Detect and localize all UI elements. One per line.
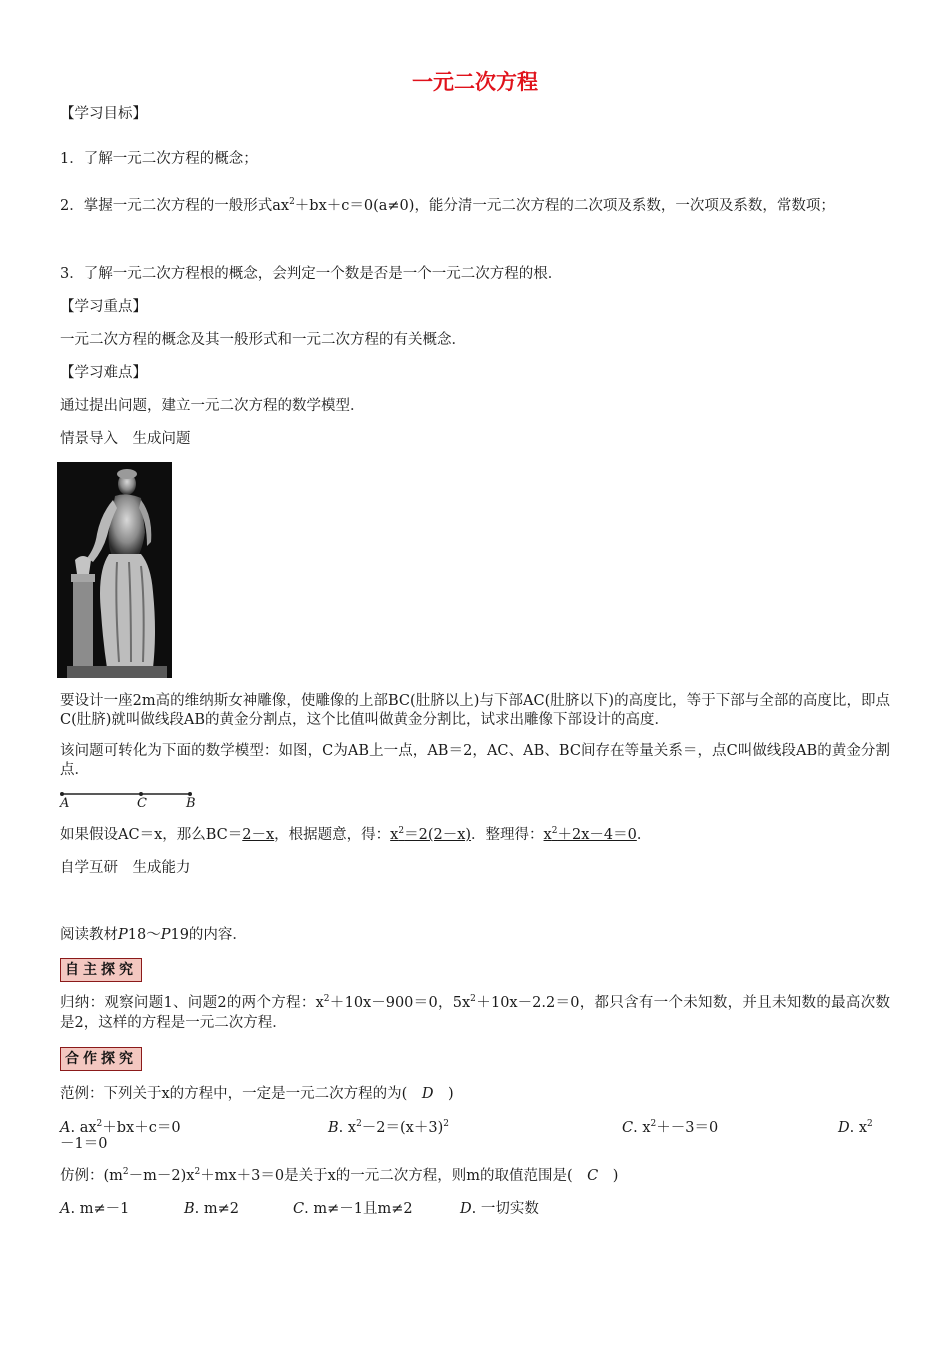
example-option-a: A. $ax^2+bx+c=0$ xyxy=(60,1119,181,1136)
assume-prefix: 如果假设AC＝x，那么BC＝ xyxy=(60,827,243,843)
example-option-b: B. $x^2-2=(x+3)^2$ xyxy=(328,1119,449,1136)
badge-cooperate-explore: 合作探究 xyxy=(60,1047,142,1071)
intro-model: 该问题可转化为下面的数学模型：如图，C为AB上一点，AB＝2，AC、AB、BC间存在等量关系＝，点C叫做线段AB的黄金分割点． xyxy=(60,743,890,778)
objectives-header: 【学习目标】 xyxy=(60,106,147,122)
objective-3: 3．了解一元二次方程根的概念，会判定一个数是否是一个一元二次方程的根． xyxy=(60,266,563,282)
objective-2-text: 2．掌握一元二次方程的一般形式 xyxy=(60,198,273,214)
imitation-option-a: A. m≠－1 xyxy=(60,1201,130,1217)
assume-mid: ，根据题意，得： xyxy=(274,827,391,843)
imitation-option-d: D. 一切实数 xyxy=(460,1201,539,1217)
objective-2-formula: $ax^2+bx+c=0(a\ne 0)$ xyxy=(272,197,415,214)
objective-1: 1．了解一元二次方程的概念； xyxy=(60,151,258,167)
focus-header: 【学习重点】 xyxy=(60,299,147,315)
example-option-c: C. $x^2+-3=0$ xyxy=(622,1119,719,1136)
label-b: B xyxy=(186,796,196,811)
objective-2-rest: ，能分清一元二次方程的二次项及系数，一次项及系数，常数项； xyxy=(414,198,835,214)
objective-2 xyxy=(60,193,890,219)
assume-equation: $x^2=2(2-x)$ xyxy=(390,826,472,843)
assumption-line xyxy=(60,825,890,845)
assume-end: ． xyxy=(636,827,652,843)
label-c: C xyxy=(137,796,147,811)
example-option-d-cont: －1＝0 xyxy=(60,1136,108,1152)
segment-diagram xyxy=(60,788,200,818)
assume-mid2: ．整理得： xyxy=(471,827,544,843)
intro-heading: 情景导入 生成问题 xyxy=(60,431,191,447)
imitation-option-c: C. m≠－1且m≠2 xyxy=(293,1201,413,1217)
imitation-option-b: B. m≠2 xyxy=(184,1201,239,1217)
focus-text: 一元二次方程的概念及其一般形式和一元二次方程的有关概念． xyxy=(60,332,466,348)
example-option-d: D. $x^2$ xyxy=(838,1119,873,1136)
label-a: A xyxy=(60,796,70,811)
venus-statue-image xyxy=(57,462,172,678)
intro-problem: 要设计一座2m高的维纳斯女神雕像，使雕像的上部BC(肚脐以上)与下部AC(肚脐以下)的高度比，等于下部与全部的高度比，即点C(肚脐)就叫做线段AB的黄金分割点，这个比值叫做黄金分割比，试求出雕像下部设计的高度． xyxy=(60,693,890,728)
assume-equation-2: $x^2+2x-4=0$ xyxy=(543,826,637,843)
imitation-question: 仿例：$(m^2-m-2)x^2+mx+3=0$是关于x的一元二次方程，则m的取值范围是( C ) xyxy=(60,1167,619,1184)
assume-bc: 2－x xyxy=(242,827,275,843)
difficulty-text: 通过提出问题，建立一元二次方程的数学模型． xyxy=(60,398,365,414)
difficulty-header: 【学习难点】 xyxy=(60,365,147,381)
reading-instruction: 阅读教材P18～P19的内容． xyxy=(60,927,247,943)
summary-text: 归纳：观察问题1、问题2的两个方程：$x^2+10x-900=0$，$5x^2+10x-2.2=0$，都只含有一个未知数，并且未知数的最高次数是2，这样的方程是一元二次方程． xyxy=(60,994,890,1031)
example-question: 范例：下列关于x的方程中，一定是一元二次方程的为( D ) xyxy=(60,1086,454,1102)
badge-self-explore: 自主探究 xyxy=(60,958,142,982)
page-title: 一元二次方程 xyxy=(412,70,538,94)
self-study-heading: 自学互研 生成能力 xyxy=(60,860,191,876)
